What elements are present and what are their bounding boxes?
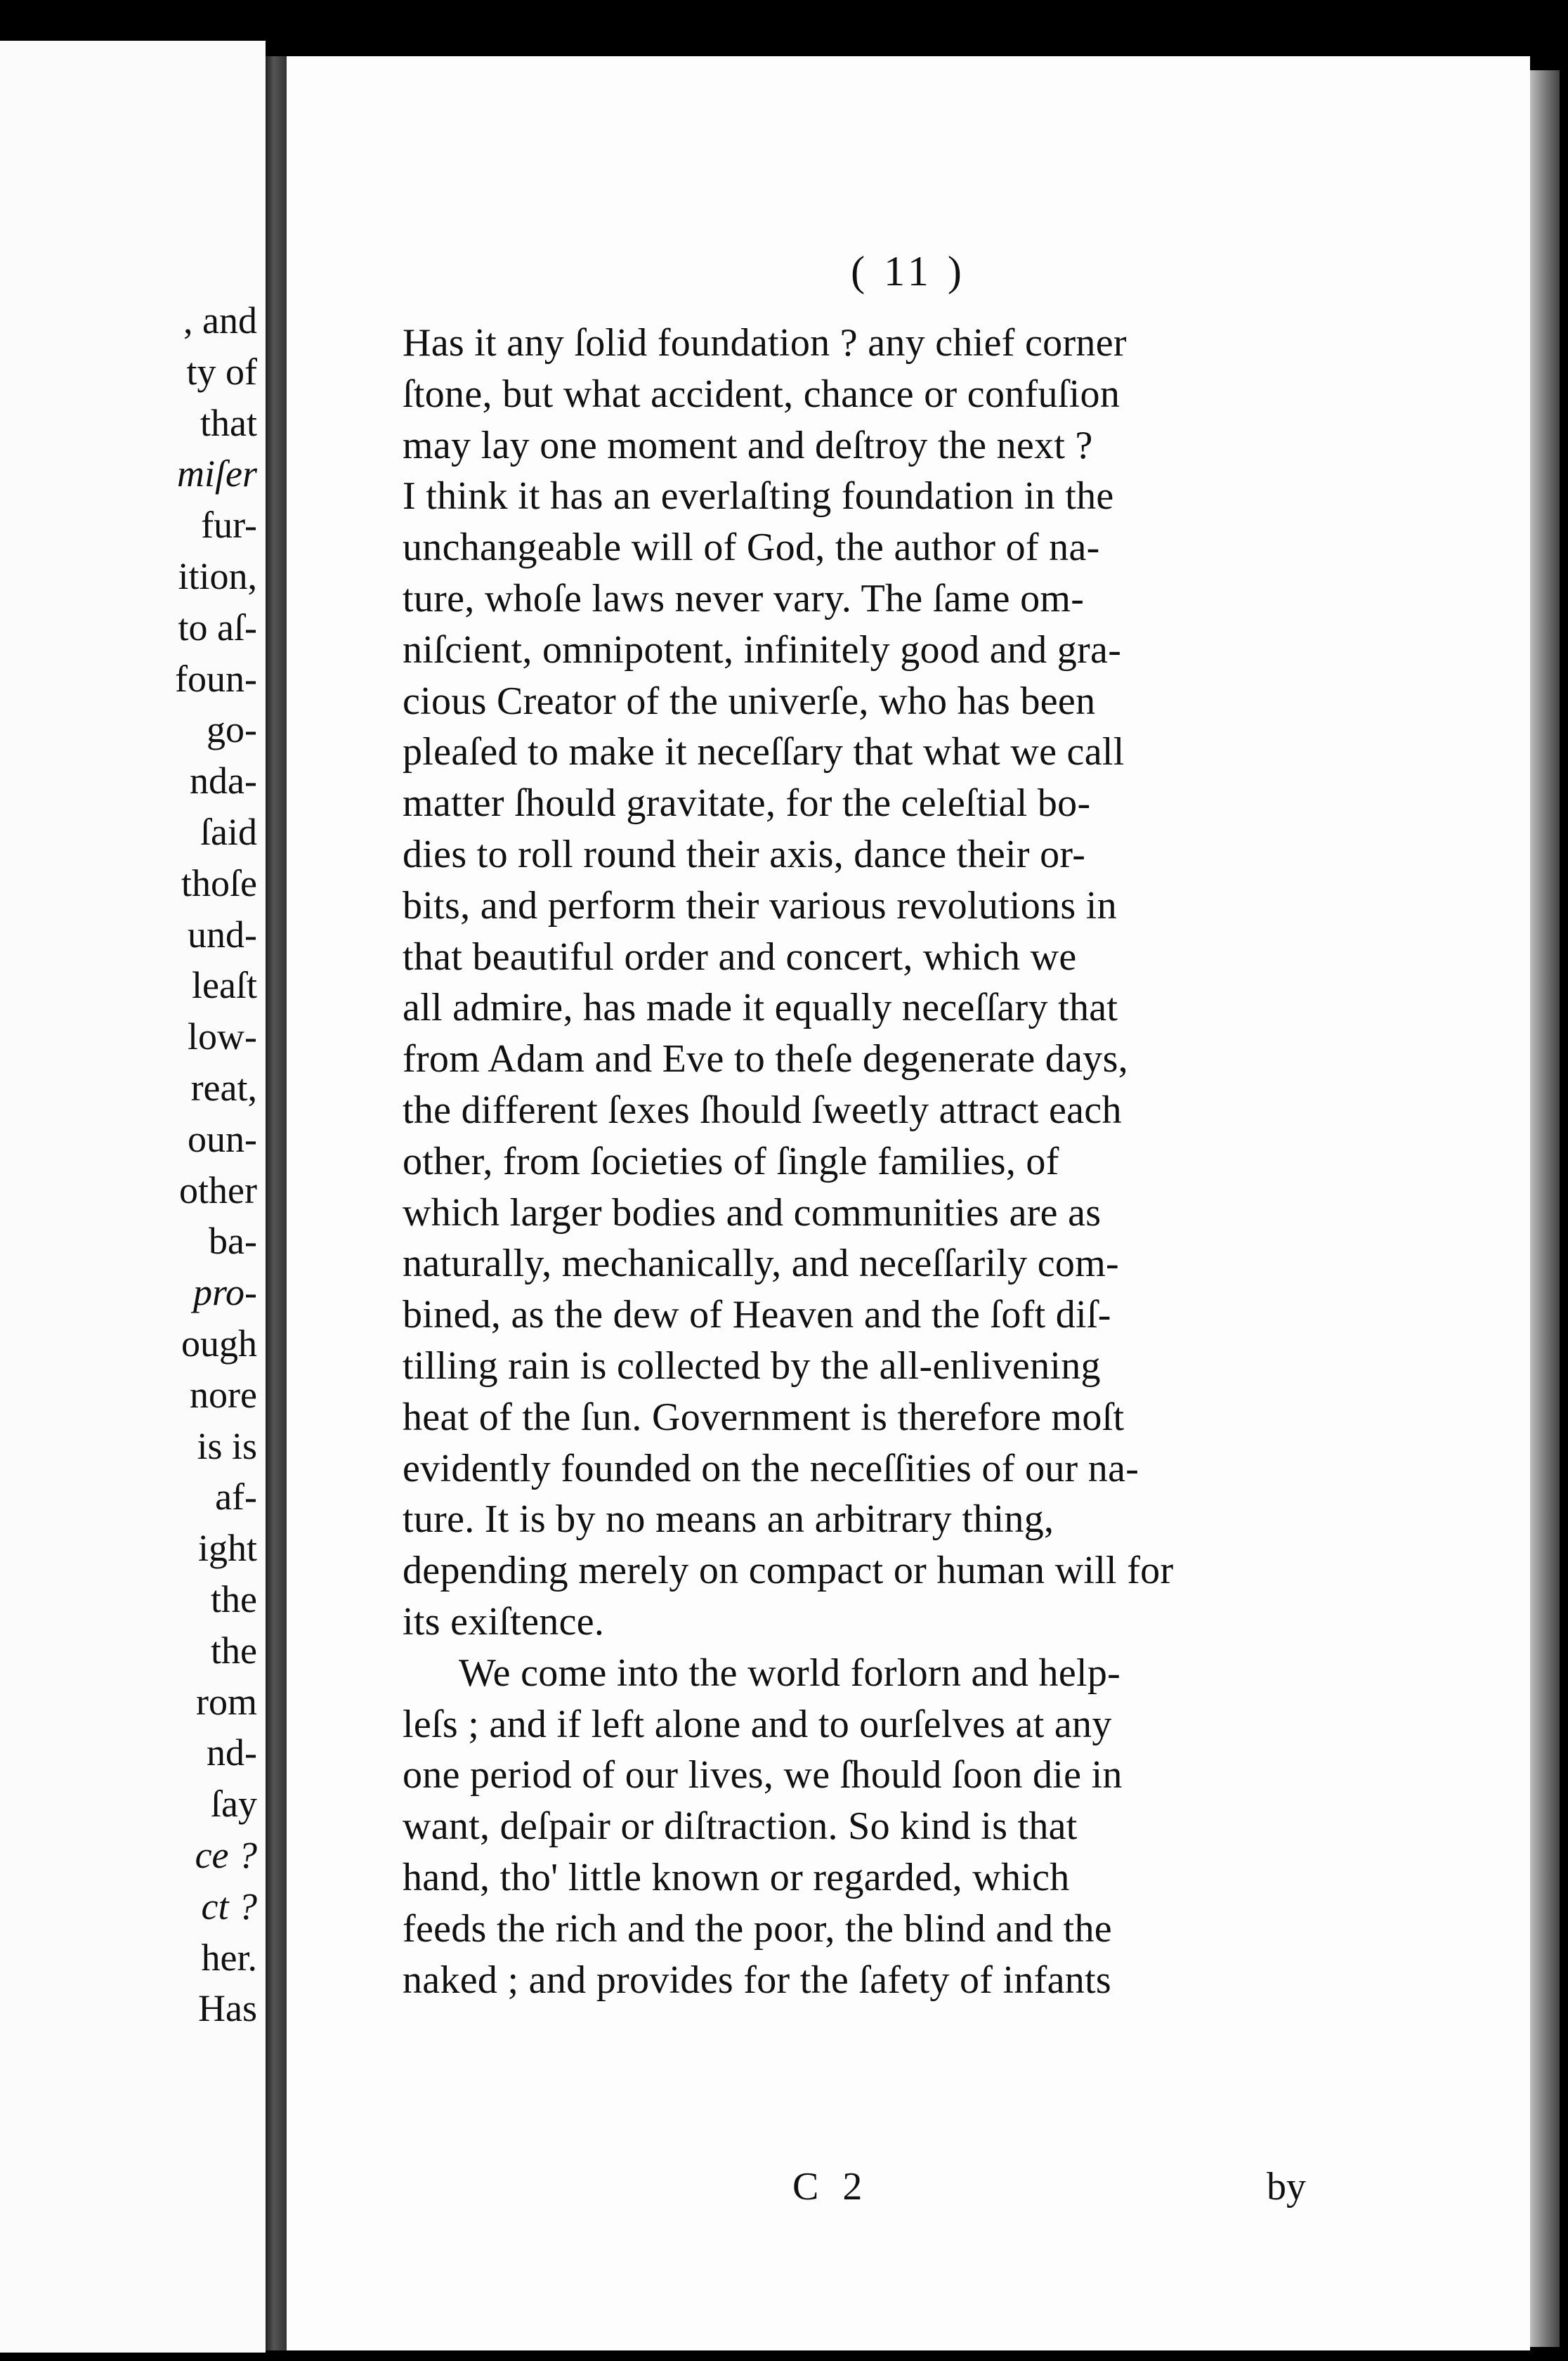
facing-page-line: , and (183, 299, 257, 342)
facing-page-left (0, 41, 266, 2353)
text-line: the different ſexes ſhould ſweetly attract each (403, 1088, 1122, 1132)
facing-page-line: is is (197, 1424, 257, 1467)
facing-page-line: pro- (193, 1271, 257, 1314)
text-line: pleaſed to make it neceſſary that what we call (403, 730, 1125, 774)
text-line: ſtone, but what accident, chance or confuſion (403, 372, 1121, 416)
facing-page-line: fur- (201, 504, 257, 547)
text-line: all admire, has made it equally neceſſary that (403, 986, 1118, 1030)
text-line: hand, tho' little known or regarded, which (403, 1855, 1070, 1899)
facing-page-line: ty of (186, 350, 257, 393)
facing-page-line: nda- (190, 760, 257, 802)
text-line: one period of our lives, we ſhould ſoon die in (403, 1753, 1123, 1797)
text-line: which larger bodies and communities are as (403, 1190, 1102, 1235)
text-line: depending merely on compact or human will for (403, 1549, 1174, 1593)
text-line: bined, as the dew of Heaven and the ſoft diſ- (403, 1293, 1111, 1337)
catchword: by (1267, 2165, 1306, 2209)
facing-page-line: af- (215, 1476, 257, 1518)
text-line: Has it any ſolid foundation ? any chief corner (403, 321, 1127, 365)
facing-page-line: oun- (188, 1117, 257, 1160)
text-line: want, deſpair or diſtraction. So kind is that (403, 1804, 1078, 1849)
book-gutter (266, 56, 287, 2350)
facing-page-line: low- (188, 1015, 257, 1058)
text-line: dies to roll round their axis, dance their or- (403, 832, 1086, 876)
facing-page-line: other (179, 1169, 257, 1211)
text-line: ture, whoſe laws never vary. The ſame om- (403, 576, 1085, 620)
facing-page-line: the (211, 1629, 257, 1672)
facing-page-line: und- (188, 913, 257, 956)
facing-page-line: rom (196, 1680, 257, 1723)
facing-page-line: that (200, 401, 257, 444)
text-line: naturally, mechanically, and neceſſarily com- (403, 1242, 1119, 1286)
text-line: I think it has an everlaſting foundation in the (403, 474, 1114, 519)
facing-page-line: ba- (209, 1220, 257, 1263)
facing-page-line: ition, (178, 554, 257, 597)
facing-page-line: ight (197, 1527, 257, 1570)
facing-page-line: ct ? (201, 1885, 257, 1927)
main-page (287, 56, 1530, 2350)
text-line: leſs ; and if left alone and to ourſelves at any (403, 1702, 1112, 1746)
facing-page-line: miſer (177, 453, 257, 495)
facing-page-line: ſay (211, 1783, 257, 1826)
book-page-edge (1530, 70, 1560, 2347)
text-line: cious Creator of the univerſe, who has been (403, 679, 1096, 723)
body-text (403, 318, 1568, 2005)
text-line: heat of the ſun. Government is therefore moſt (403, 1395, 1125, 1439)
text-line: its exiſtence. (403, 1599, 605, 1644)
text-line: tilling rain is collected by the all-enlivening (403, 1344, 1101, 1388)
text-line: matter ſhould gravitate, for the celeſtial bo- (403, 781, 1091, 826)
text-line: We come into the world forlorn and help- (459, 1651, 1121, 1695)
facing-page-line: ce ? (195, 1833, 257, 1876)
text-line: from Adam and Eve to theſe degenerate days, (403, 1037, 1128, 1081)
facing-page-line: reat, (190, 1066, 257, 1109)
text-line: unchangeable will of God, the author of na- (403, 526, 1100, 570)
facing-page-text (4, 295, 257, 2034)
text-line: other, from ſocieties of ſingle families, of (403, 1139, 1059, 1183)
facing-page-line: foun- (175, 657, 257, 700)
text-line: may lay one moment and deſtroy the next ? (403, 423, 1093, 467)
text-line: naked ; and provides for the ſafety of infants (403, 1958, 1112, 2002)
text-line: niſcient, omnipotent, infinitely good and gra- (403, 627, 1122, 672)
text-line: ture. It is by no means an arbitrary thing, (403, 1497, 1054, 1542)
text-line: bits, and perform their various revolutions in (403, 883, 1117, 928)
facing-page-line: her. (201, 1936, 257, 1979)
facing-page-line: the (211, 1578, 257, 1620)
facing-page-line: to aſ- (178, 606, 257, 649)
text-line: evidently founded on the neceſſities of our na- (403, 1446, 1139, 1490)
text-line: that beautiful order and concert, which we (403, 935, 1077, 979)
facing-page-line: go- (207, 708, 257, 751)
text-line: feeds the rich and the poor, the blind and the (403, 1906, 1112, 1951)
page-number-header: ( 11 ) (851, 248, 966, 294)
facing-page-line: nore (190, 1373, 257, 1416)
facing-page-line: leaſt (192, 964, 257, 1007)
facing-page-line: nd- (207, 1731, 257, 1774)
facing-page-line: thoſe (181, 861, 257, 904)
facing-page-line: ough (181, 1322, 257, 1365)
facing-page-line: Has (198, 1987, 257, 2030)
signature-mark: C 2 (792, 2165, 870, 2209)
facing-page-line: ſaid (200, 810, 257, 853)
